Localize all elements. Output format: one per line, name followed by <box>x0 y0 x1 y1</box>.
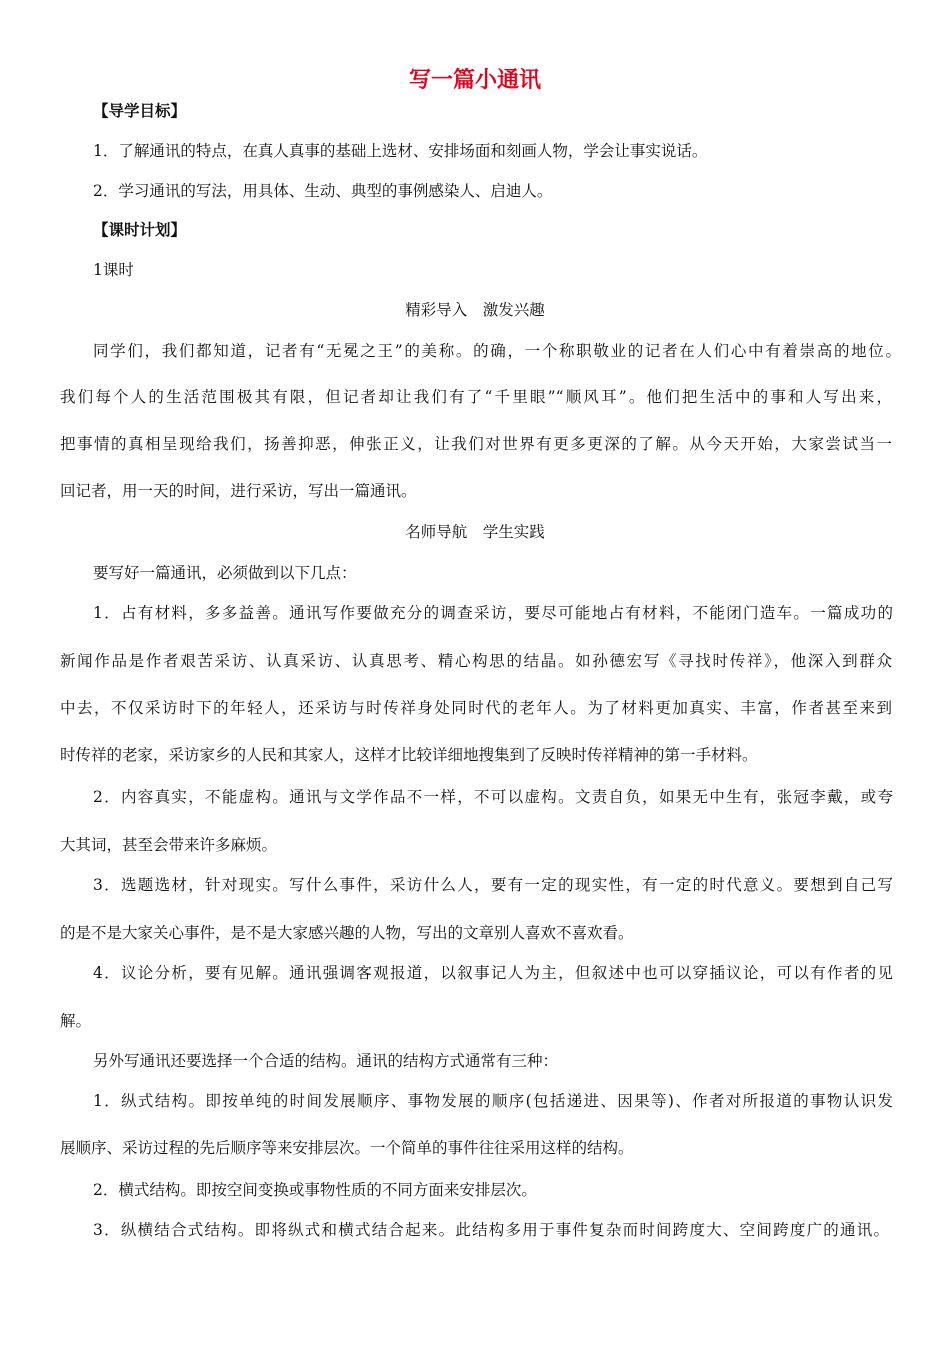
point-line: 解。 <box>60 1012 92 1030</box>
plan-text: 1课时 <box>93 261 134 279</box>
goal-item: 2．学习通讯的写法，用具体、生动、典型的事例感染人、启迪人。 <box>93 182 553 200</box>
intro-line: 我们每个人的生活范围极其有限，但记者却让我们有了“千里眼”“顺风耳”。他们把生活中的事和人写出来， <box>60 388 892 406</box>
structure-line: 2．横式结构。即按空间变换或事物性质的不同方面来安排层次。 <box>93 1181 537 1199</box>
intro-line: 把事情的真相呈现给我们，扬善抑恶，伸张正义，让我们对世界有更多更深的了解。从今天开始，大家尝试当一 <box>60 435 892 453</box>
lead-text: 要写好一篇通讯，必须做到以下几点： <box>93 564 357 582</box>
point-line: 的是不是大家关心事件，是不是大家感兴趣的人物，写出的文章别人喜欢不喜欢看。 <box>60 924 634 942</box>
plan-header: 【课时计划】 <box>93 220 187 239</box>
point-line: 1．占有材料，多多益善。通讯写作要做充分的调查采访，要尽可能地占有材料，不能闭门造车。一篇成功的 <box>93 604 893 622</box>
structure-line: 3．纵横结合式结构。即将纵式和横式结合起来。此结构多用于事件复杂而时间跨度大、空间跨度广的通讯。 <box>93 1221 889 1239</box>
intro-line: 同学们，我们都知道，记者有“无冕之王”的美称。的确，一个称职敬业的记者在人们心中有着崇高的地位。 <box>93 342 901 360</box>
section-title-intro: 精彩导入 激发兴趣 <box>405 301 545 319</box>
structure-lead: 另外写通讯还要选择一个合适的结构。通讯的结构方式通常有三种： <box>93 1052 559 1070</box>
page-title: 写一篇小通讯 <box>408 68 541 93</box>
point-line: 新闻作品是作者艰苦采访、认真采访、认真思考、精心构思的结晶。如孙德宏写《寻找时传祥》，他深入到群众 <box>60 652 892 670</box>
point-line: 中去，不仅采访时下的年轻人，还采访与时传祥身处同时代的老年人。为了材料更加真实、丰富，作者甚至来到 <box>60 699 892 717</box>
intro-line: 回记者，用一天的时间，进行采访，写出一篇通讯。 <box>60 482 417 500</box>
section-title-guide: 名师导航 学生实践 <box>405 523 545 541</box>
guide-goal-header: 【导学目标】 <box>93 101 187 120</box>
goal-item: 1．了解通讯的特点，在真人真事的基础上选材、安排场面和刻画人物，学会让事实说话。 <box>93 142 708 160</box>
point-line: 大其词，甚至会带来许多麻烦。 <box>60 836 278 854</box>
point-line: 时传祥的老家，采访家乡的人民和其家人，这样才比较详细地搜集到了反映时传祥精神的第一手材料。 <box>60 746 758 764</box>
point-line: 3．选题选材，针对现实。写什么事件，采访什么人，要有一定的现实性，有一定的时代意义。要想到自己写 <box>93 876 893 894</box>
point-line: 4．议论分析，要有见解。通讯强调客观报道，以叙事记人为主，但叙述中也可以穿插议论，可以有作者的见 <box>93 964 893 982</box>
structure-line: 1．纵式结构。即按单纯的时间发展顺序、事物发展的顺序(包括递进、因果等)、作者对所报道的事物认识发 <box>93 1092 893 1110</box>
structure-line: 展顺序、采访过程的先后顺序等来安排层次。一个简单的事件往往采用这样的结构。 <box>60 1139 634 1157</box>
point-line: 2．内容真实，不能虚构。通讯与文学作品不一样，不可以虚构。文责自负，如果无中生有，张冠李戴，或夸 <box>93 788 893 806</box>
